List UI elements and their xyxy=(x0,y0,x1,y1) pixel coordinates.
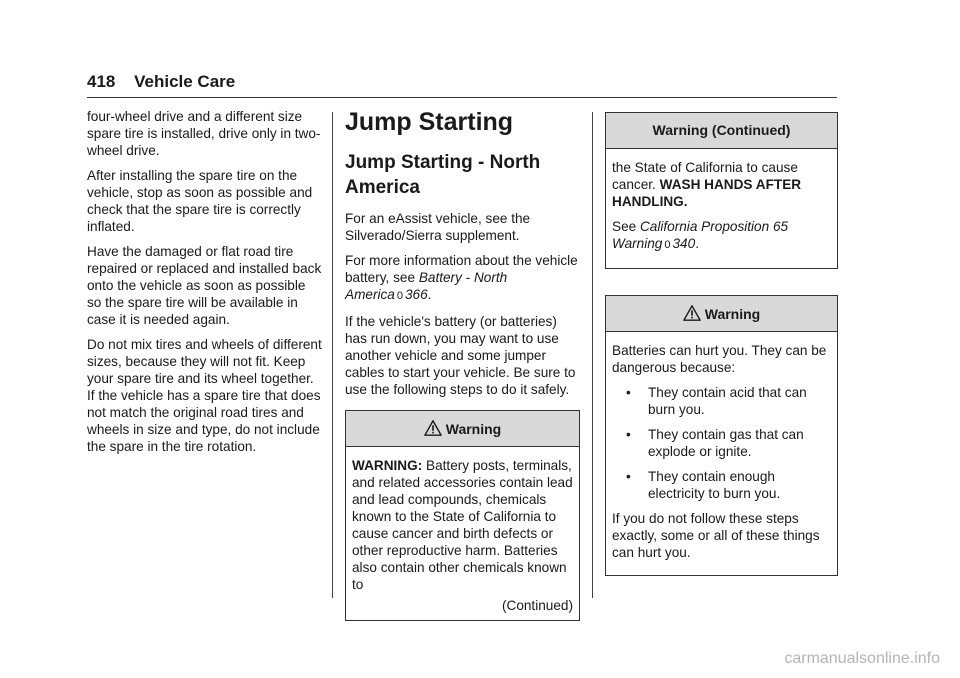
bullet-icon: • xyxy=(626,469,631,484)
section-heading: Jump Starting xyxy=(345,108,514,136)
warning-heading: Warning xyxy=(445,421,502,437)
warning-body xyxy=(606,332,837,575)
column-2 xyxy=(345,108,580,621)
watermark: carmanualsonline.info xyxy=(784,650,940,667)
warning-icon xyxy=(683,304,701,322)
warning-header xyxy=(346,411,579,447)
page-reference[interactable]: 366 xyxy=(404,287,428,302)
list-item-text: They contain gas that can explode or ignite. xyxy=(648,427,804,459)
warning-continued-box xyxy=(605,112,838,269)
warning-bullet-list xyxy=(612,384,831,502)
paragraph: four-wheel drive and a different size spare tire is installed, drive only in two-wheel drive. xyxy=(87,109,321,158)
subsection-heading: Jump Starting - North America xyxy=(345,152,541,198)
column-1 xyxy=(87,108,322,463)
see-label: See xyxy=(612,219,637,234)
paragraph-text: For more information about the vehicle battery, see xyxy=(345,253,578,285)
warning-outro: If you do not follow these steps exactly, some or all of these things can hurt you. xyxy=(612,511,820,560)
paragraph: For an eAssist vehicle, see the Silverado/Sierra supplement. xyxy=(345,211,531,243)
warning-heading: Warning xyxy=(704,306,761,322)
warning-continued-header: Warning (Continued) xyxy=(606,113,837,149)
paragraph: Do not mix tires and wheels of different sizes, because they will not fit. Keep your spare tire and its wheel together. If the vehicle has a spare tire that does not match the original road tires and wheels in size and type, do not include the spare in the tire rotation. xyxy=(87,337,322,454)
list-item xyxy=(612,426,831,460)
warning-bold-text: WASH HANDS AFTER HANDLING. xyxy=(612,177,802,209)
warning-body xyxy=(346,447,579,620)
warning-intro: Batteries can hurt you. They can be dangerous because: xyxy=(612,343,827,375)
warning-header xyxy=(606,296,837,332)
list-item xyxy=(612,468,831,502)
page-reference[interactable]: 340 xyxy=(672,236,696,251)
page-ref-arrow-icon: 0 xyxy=(664,239,671,251)
cross-reference-link[interactable]: California Proposition 65 Warning xyxy=(612,219,789,251)
warning-box xyxy=(605,295,838,576)
warning-box xyxy=(345,410,580,621)
continued-label: (Continued) xyxy=(501,598,573,613)
warning-label: WARNING: xyxy=(352,458,423,473)
page-header xyxy=(87,72,235,92)
warning-continued-body: the State of California to cause cancer. WASH HANDS AFTER HANDLING. See California Proposition 65 Warning 0 340. xyxy=(612,160,802,251)
header-rule xyxy=(87,97,837,98)
paragraph: For more information about the vehicle battery, see Battery - North America 0 366. xyxy=(345,253,578,302)
column-divider-2 xyxy=(592,112,593,598)
list-item xyxy=(612,384,831,418)
page-number: 418 xyxy=(87,72,116,91)
column-divider-1 xyxy=(332,112,333,598)
paragraph: Have the damaged or flat road tire repaired or replaced and installed back onto the vehicle as soon as possible so the spare tire will be available in case it is needed again. xyxy=(87,244,322,327)
section-title: Vehicle Care xyxy=(134,72,236,91)
bullet-icon: • xyxy=(626,427,631,442)
paragraph: After installing the spare tire on the vehicle, stop as soon as possible and check that the spare tire is correctly inflated. xyxy=(87,168,313,234)
page-ref-arrow-icon: 0 xyxy=(396,290,403,302)
list-item-text: They contain acid that can burn you. xyxy=(648,385,807,417)
column-3 xyxy=(605,100,838,576)
cross-reference-link[interactable]: Battery - North America xyxy=(345,270,508,302)
warning-text: Battery posts, terminals, and related accessories contain lead and lead compounds, chemicals known to the State of California to cause cancer and birth defects or other reproductive harm. Batteries also contain other chemicals known to xyxy=(352,458,573,592)
bullet-icon: • xyxy=(626,385,631,400)
paragraph: If the vehicle's battery (or batteries) has run down, you may want to use another vehicle and some jumper cables to start your vehicle. Be sure to use the following steps to do it safely. xyxy=(345,314,576,397)
list-item-text: They contain enough electricity to burn you. xyxy=(648,469,781,501)
warning-text: the State of California to cause cancer. xyxy=(612,160,798,192)
warning-icon xyxy=(424,419,442,437)
